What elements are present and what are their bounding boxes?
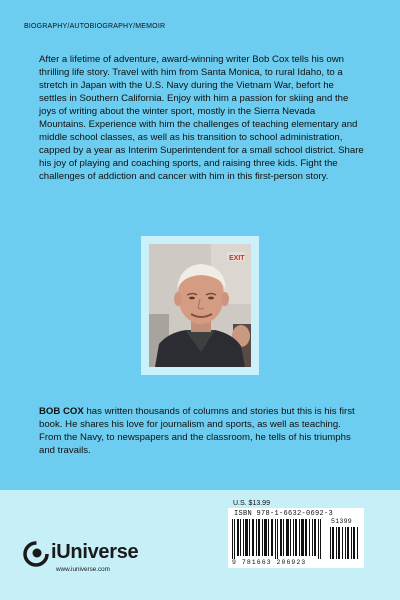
- isbn-number: ISBN 978-1-6632-0692-3: [234, 510, 334, 518]
- publisher-name: iUniverse: [51, 541, 139, 563]
- author-portrait-illustration: [149, 244, 251, 367]
- iuniverse-swirl-icon: [23, 541, 49, 567]
- author-name: BOB COX: [39, 406, 84, 417]
- price-addon-digits: 51399: [331, 518, 353, 525]
- synopsis-text: After a lifetime of adventure, award-winning writer Bob Cox tells his own thrilling life story. Travel with him from Santa Monica, to rural Idaho, to a stretch in Japan with the U.S. Navy during the Vietnam War, befort he settles in Southern California. Enjoy with him a passion for skiing and the joys of writing about the winter sport, mostly in the Sierra Nevada Mountains. Experience with him the challenges of teaching elementary and middle school classes, as well as his transition to school administration, capped by a year as Interim Superintendent for a small school district. Share his joy of playing and coaching sports, and raising three kids. Fight the challenges of addiction and cancer with him in this first-person story.: [39, 54, 364, 182]
- ean-bars: [232, 519, 321, 559]
- author-bio-text: has written thousands of columns and stories but this is his first book. He shares his love for journalism and sports, as well as teaching. From the Navy, to newspapers and the classroom, he tells of his triumphs and travails.: [39, 406, 355, 456]
- publisher-logo: [23, 541, 139, 573]
- exit-sign: EXIT: [229, 255, 245, 262]
- isbn-barcode: [228, 508, 364, 568]
- publisher-url: www.iuniverse.com: [56, 566, 110, 573]
- author-bio: [39, 405, 364, 457]
- barcode-bars: [232, 519, 360, 559]
- price-label: U.S. $13.99: [233, 500, 270, 507]
- barcode-digits: 9 781663 206923: [232, 559, 307, 566]
- author-photo-frame: [141, 236, 259, 375]
- addon-bars: [330, 527, 358, 559]
- author-photo: [149, 244, 251, 367]
- category-label: BIOGRAPHY/AUTOBIOGRAPHY/MEMOIR: [24, 23, 166, 30]
